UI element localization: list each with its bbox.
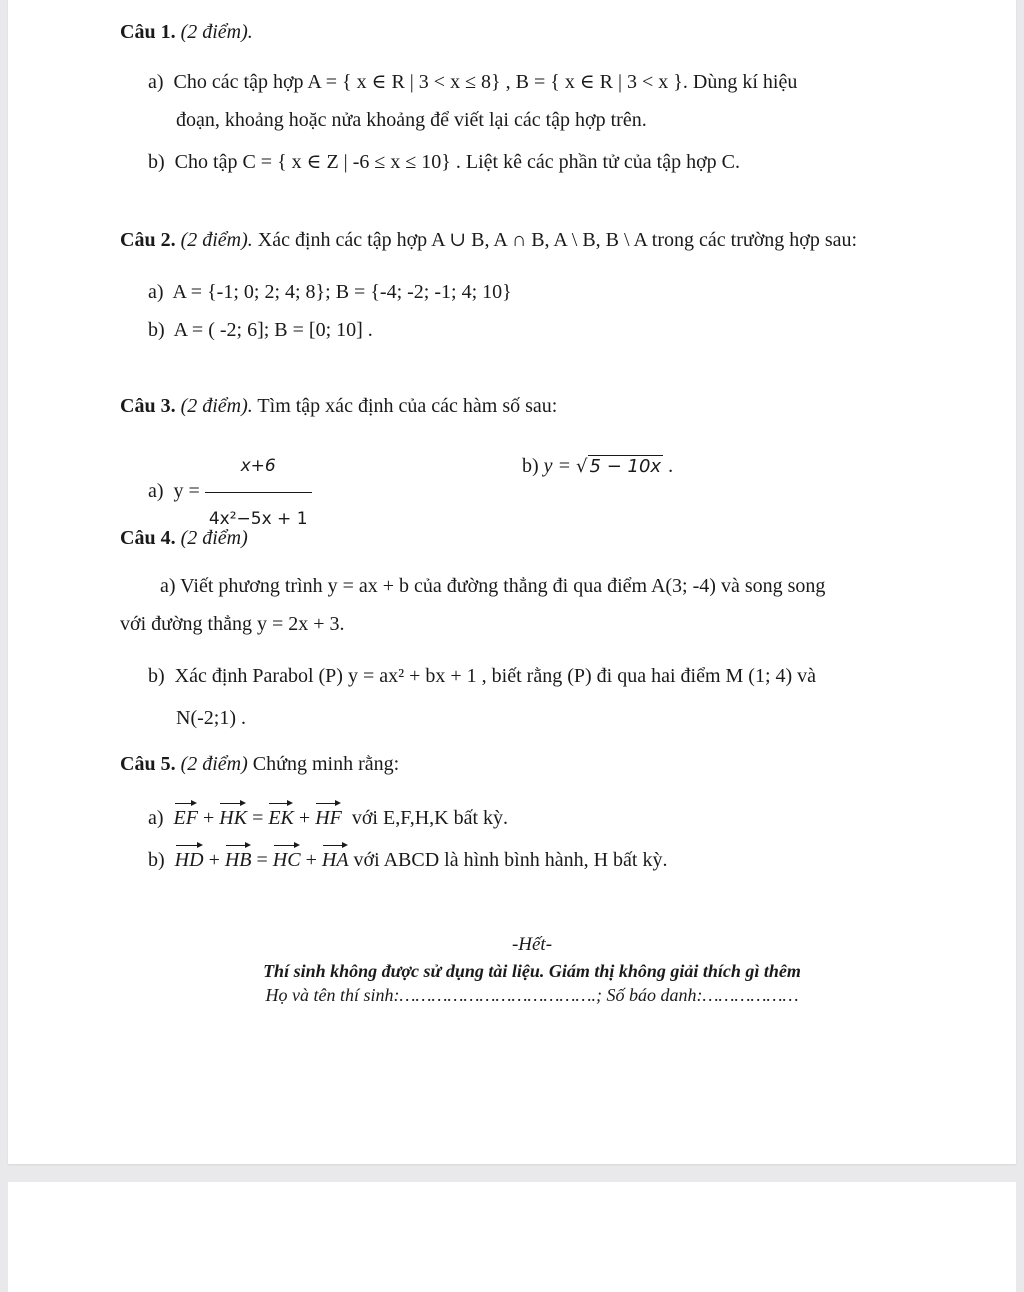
end-mark: -Hết- [511, 934, 553, 955]
exam-page [8, 0, 1016, 1164]
q5-a: a) EF + HK = EK + HF với E,F,H,K bất kỳ. [148, 807, 509, 829]
q4-a-cont: với đường thẳng y = 2x + 3. [120, 613, 345, 635]
candidate-fill-line: Họ và tên thí sinh:……………………………….; Số báo danh:……………… [265, 985, 799, 1005]
q1-a: a) Cho các tập hợp A = { x ∈ R | 3 < x ≤ 8} , B = { x ∈ R | 3 < x }. Dùng kí hiệu [148, 71, 798, 93]
q1-heading: Câu 1. (2 điểm). [120, 21, 253, 43]
exam-note: Thí sinh không được sử dụng tài liệu. Giám thị không giải thích gì thêm [263, 961, 801, 981]
q1-b: b) Cho tập C = { x ∈ Z | -6 ≤ x ≤ 10} . Liệt kê các phần tử của tập hợp C. [148, 151, 740, 173]
q4-a: a) Viết phương trình y = ax + b của đường thẳng đi qua điểm A(3; -4) và song song [160, 575, 826, 597]
q3-a: a) y = $\frac{x+6}{\text{4x²−5x + 1}}$ [148, 442, 312, 543]
q4-heading: Câu 4. (2 điểm) [120, 527, 248, 549]
sqrt-sign: √ [576, 456, 588, 477]
q5-heading: Câu 5. (2 điểm) Chứng minh rằng: [120, 753, 400, 775]
q3-b: b) y = √ 5 − 10x . [522, 455, 674, 477]
q5-b: b) HD + HB = HC + HA với ABCD là hình bình hành, H bất kỳ. [148, 849, 668, 871]
q2-b: b) A = ( -2; 6]; B = [0; 10] . [148, 319, 373, 341]
q1-a-cont: đoạn, khoảng hoặc nửa khoảng để viết lại các tập hợp trên. [176, 109, 647, 131]
q2-heading: Câu 2. (2 điểm). Xác định các tập hợp A ∪ B, A ∩ B, A \ B, B \ A trong các trường hợp sau: [120, 229, 858, 251]
next-page [8, 1182, 1016, 1292]
fraction: $\frac{x+6}{\text{4x²−5x + 1}}$ [205, 442, 312, 543]
q2-a: a) A = {-1; 0; 2; 4; 8}; B = {-4; -2; -1; 4; 10} [148, 281, 512, 303]
q4-b: b) Xác định Parabol (P) y = ax² + bx + 1 , biết rằng (P) đi qua hai điểm M (1; 4) và [148, 665, 817, 687]
q4-b-cont: N(-2;1) . [176, 707, 246, 729]
q3-heading: Câu 3. (2 điểm). Tìm tập xác định của các hàm số sau: [120, 395, 558, 417]
